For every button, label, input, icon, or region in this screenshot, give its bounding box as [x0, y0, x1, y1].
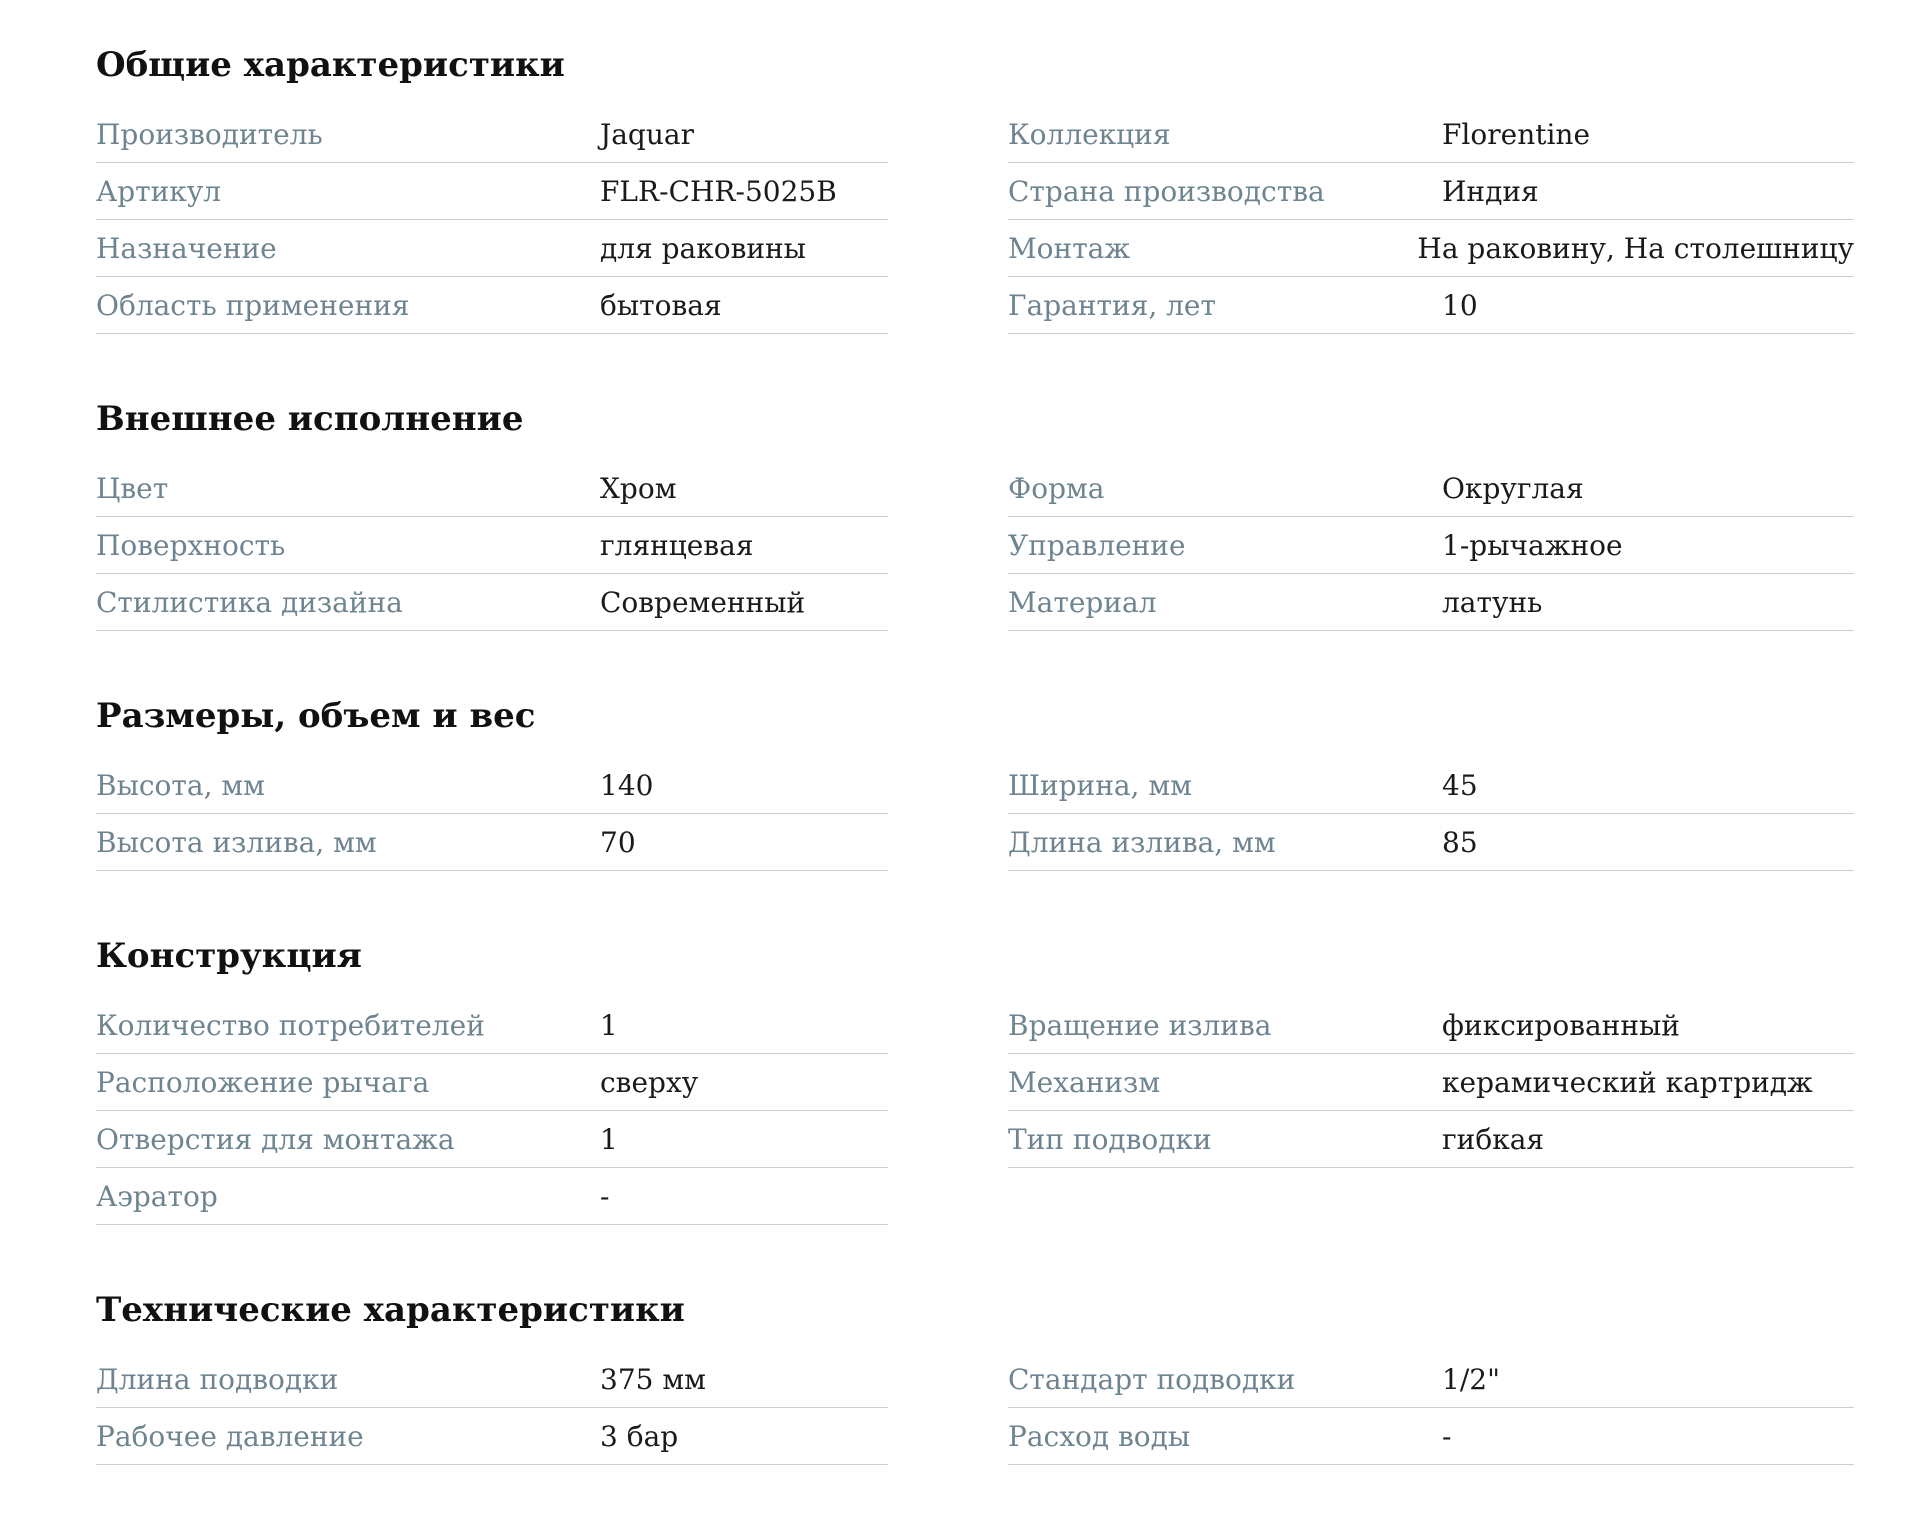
spec-label: Материал	[1008, 585, 1157, 619]
spec-label: Назначение	[96, 231, 277, 265]
spec-value: бытовая	[600, 288, 722, 322]
spec-label: Длина излива, мм	[1008, 825, 1276, 859]
spec-value: фиксированный	[1442, 1008, 1680, 1042]
section-title: Конструкция	[96, 936, 362, 976]
spec-row-connection-type	[1008, 1111, 1854, 1168]
spec-value: 1/2"	[1442, 1362, 1500, 1396]
section-general	[96, 40, 1896, 334]
spec-column-right	[1008, 106, 1854, 334]
spec-value: 375 мм	[600, 1362, 706, 1396]
spec-grid	[96, 1351, 1896, 1465]
spec-row-working-pressure	[96, 1408, 888, 1465]
spec-label: Область применения	[96, 288, 410, 322]
spec-value: 1	[600, 1008, 618, 1042]
spec-row-connection-standard	[1008, 1351, 1854, 1408]
spec-label: Артикул	[96, 174, 222, 208]
spec-row-height	[96, 757, 888, 814]
spec-value: Индия	[1442, 174, 1539, 208]
spec-row-mounting	[1008, 220, 1854, 277]
spec-row-spout-length	[1008, 814, 1854, 871]
spec-label: Высота, мм	[96, 768, 265, 802]
section-title: Общие характеристики	[96, 45, 565, 85]
spec-row-manufacturer	[96, 106, 888, 163]
spec-row-color	[96, 460, 888, 517]
section-technical	[96, 1285, 1896, 1465]
spec-label: Рабочее давление	[96, 1419, 364, 1453]
spec-row-purpose	[96, 220, 888, 277]
section-title: Внешнее исполнение	[96, 399, 524, 439]
spec-label: Стилистика дизайна	[96, 585, 403, 619]
spec-value: латунь	[1442, 585, 1543, 619]
spec-label: Форма	[1008, 471, 1105, 505]
spec-label: Расположение рычага	[96, 1065, 430, 1099]
spec-row-country	[1008, 163, 1854, 220]
spec-column-left	[96, 1351, 888, 1465]
spec-label: Стандарт подводки	[1008, 1362, 1296, 1396]
spec-value: Jaquar	[600, 117, 694, 151]
specifications-page	[96, 40, 1896, 1465]
spec-value: 10	[1442, 288, 1478, 322]
spec-value: Florentine	[1442, 117, 1591, 151]
spec-column-left	[96, 460, 888, 631]
spec-value: -	[600, 1179, 610, 1213]
spec-row-collection	[1008, 106, 1854, 163]
spec-row-mounting-holes	[96, 1111, 888, 1168]
spec-value: На раковину, На столешницу	[1417, 231, 1854, 265]
spec-row-lever-position	[96, 1054, 888, 1111]
spec-row-hose-length	[96, 1351, 888, 1408]
spec-row-spout-rotation	[1008, 997, 1854, 1054]
spec-column-left	[96, 106, 888, 334]
spec-value: глянцевая	[600, 528, 754, 562]
spec-value: 70	[600, 825, 636, 859]
spec-value: для раковины	[600, 231, 806, 265]
section-appearance	[96, 394, 1896, 631]
spec-row-warranty	[1008, 277, 1854, 334]
spec-label: Вращение излива	[1008, 1008, 1272, 1042]
section-title: Технические характеристики	[96, 1290, 685, 1330]
section-construction	[96, 931, 1896, 1225]
spec-grid	[96, 460, 1896, 631]
spec-label: Монтаж	[1008, 231, 1131, 265]
section-dimensions	[96, 691, 1896, 871]
spec-grid	[96, 997, 1896, 1225]
spec-row-consumers	[96, 997, 888, 1054]
spec-grid	[96, 106, 1896, 334]
spec-value: Хром	[600, 471, 677, 505]
spec-label: Управление	[1008, 528, 1186, 562]
spec-label: Производитель	[96, 117, 323, 151]
spec-row-material	[1008, 574, 1854, 631]
spec-value: 3 бар	[600, 1419, 679, 1453]
spec-label: Механизм	[1008, 1065, 1161, 1099]
spec-column-left	[96, 997, 888, 1225]
spec-row-mechanism	[1008, 1054, 1854, 1111]
spec-value: сверху	[600, 1065, 699, 1099]
spec-value: гибкая	[1442, 1122, 1545, 1156]
spec-label: Гарантия, лет	[1008, 288, 1216, 322]
spec-column-right	[1008, 1351, 1854, 1465]
spec-value: 45	[1442, 768, 1478, 802]
spec-grid	[96, 757, 1896, 871]
spec-column-left	[96, 757, 888, 871]
spec-value: керамический картридж	[1442, 1065, 1813, 1099]
spec-label: Ширина, мм	[1008, 768, 1192, 802]
spec-label: Страна производства	[1008, 174, 1325, 208]
section-title: Размеры, объем и вес	[96, 696, 536, 736]
spec-row-aerator	[96, 1168, 888, 1225]
spec-label: Аэратор	[96, 1179, 218, 1213]
spec-value: Современный	[600, 585, 806, 619]
spec-row-shape	[1008, 460, 1854, 517]
spec-label: Длина подводки	[96, 1362, 339, 1396]
spec-row-article	[96, 163, 888, 220]
spec-label: Высота излива, мм	[96, 825, 377, 859]
spec-row-spout-height	[96, 814, 888, 871]
spec-row-control	[1008, 517, 1854, 574]
spec-row-application	[96, 277, 888, 334]
spec-value: 140	[600, 768, 654, 802]
spec-value: -	[1442, 1419, 1452, 1453]
spec-label: Тип подводки	[1008, 1122, 1212, 1156]
spec-value: 85	[1442, 825, 1478, 859]
spec-label: Отверстия для монтажа	[96, 1122, 455, 1156]
spec-value: 1-рычажное	[1442, 528, 1623, 562]
spec-label: Поверхность	[96, 528, 286, 562]
spec-label: Количество потребителей	[96, 1008, 485, 1042]
spec-column-right	[1008, 997, 1854, 1225]
spec-value: Округлая	[1442, 471, 1584, 505]
spec-row-design-style	[96, 574, 888, 631]
spec-row-surface	[96, 517, 888, 574]
spec-row-width	[1008, 757, 1854, 814]
spec-column-right	[1008, 460, 1854, 631]
spec-value: 1	[600, 1122, 618, 1156]
spec-label: Расход воды	[1008, 1419, 1191, 1453]
spec-value: FLR-CHR-5025B	[600, 174, 837, 208]
spec-label: Цвет	[96, 471, 169, 505]
spec-row-water-flow	[1008, 1408, 1854, 1465]
spec-column-right	[1008, 757, 1854, 871]
spec-label: Коллекция	[1008, 117, 1171, 151]
